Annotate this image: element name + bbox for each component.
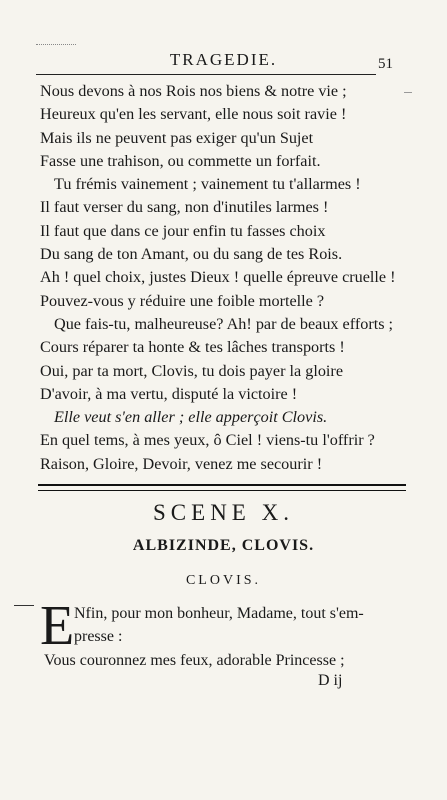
speech-line: presse : [74,628,123,645]
header-rule [36,74,376,75]
speaker-name: CLOVIS. [185,573,262,588]
speech-line: Nfin, pour mon bonheur, Madame, tout s'em- [74,605,364,622]
section-rule-thin [38,490,406,491]
verse-line: Heureux qu'en les servant, elle nous soit ravie ! [40,105,347,124]
verse-line: Pouvez-vous y réduire une foible mortelle ? [40,291,325,310]
verse-line: En quel tems, à mes yeux, ô Ciel ! viens-tu l'offrir ? [40,431,375,450]
verse-line: Oui, par ta mort, Clovis, tu dois payer la gloire [40,361,344,380]
signature-mark: D ij [318,672,343,689]
verse-line: Il faut verser du sang, non d'inutiles larmes ! [40,198,329,217]
margin-mark [14,605,34,606]
verse-line: Cours réparer ta honte & tes lâches transports ! [40,338,345,357]
top-ornament-mark [36,44,76,49]
verse-line: Il faut que dans ce jour enfin tu fasses choix [40,221,326,240]
stage-direction: Elle veut s'en aller ; elle apperçoit Clovis. [54,408,328,427]
scene-characters: ALBIZINDE, CLOVIS. [132,537,315,554]
drop-capital: E [40,595,75,657]
section-rule-thick [38,484,406,486]
verse-line: Raison, Gloire, Devoir, venez me secourir ! [40,454,323,473]
scene-title: SCENE X. [153,500,294,525]
verse-line: Que fais-tu, malheureuse? Ah! par de beaux efforts ; [54,314,394,333]
verse-line: Mais ils ne peuvent pas exiger qu'un Sujet [40,128,314,147]
verse-line: Fasse une trahison, ou commette un forfait. [40,151,321,170]
verse-line: D'avoir, à ma vertu, disputé la victoire ! [40,384,298,403]
running-header: TRAGEDIE. [169,50,278,69]
speech-line: Vous couronnez mes feux, adorable Princesse ; [44,652,345,669]
verse-line: Ah ! quel choix, justes Dieux ! quelle épreuve cruelle ! [40,268,396,287]
verse-line: Tu frémis vainement ; vainement tu t'allarmes ! [54,175,361,194]
verse-line: Du sang de ton Amant, ou du sang de tes Rois. [40,245,343,264]
page-number: 51 [378,56,393,72]
verse-block [40,80,412,476]
verse-line: Nous devons à nos Rois nos biens & notre vie ; [40,82,347,100]
